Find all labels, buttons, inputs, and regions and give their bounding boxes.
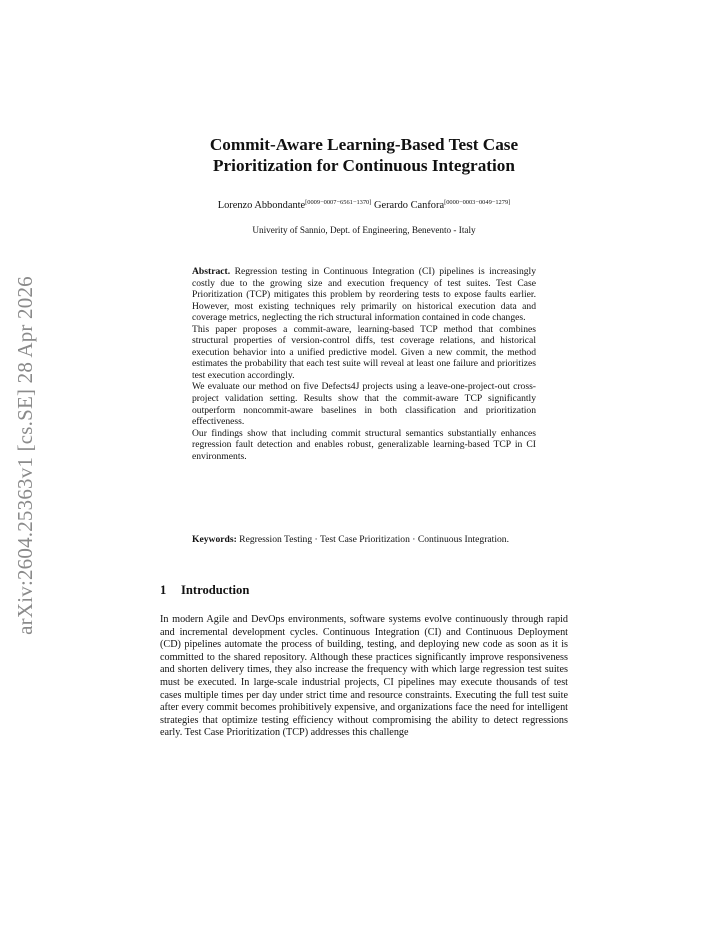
arxiv-identifier <box>5 260 45 650</box>
section-number: 1 <box>160 583 167 597</box>
paper-title-line-1: Commit-Aware Learning-Based Test Case <box>209 135 519 154</box>
author-orcid: [0000−0003−0049−1279] <box>444 199 511 206</box>
abstract-paragraph: This paper proposes a commit-aware, learning-based TCP method that combines structural properties of version-control diffs, test coverage relations, and historical execution behavior into a unified predictive model. Given a new commit, the method estimates the probability that each test suite will reveal at least one failure and prioritizes test execution accordingly. <box>192 323 536 381</box>
author-orcid: [0009−0007−6561−1370] <box>305 199 372 206</box>
body-paragraph: In modern Agile and DevOps environments, software systems evolve continuously through rapid and incremental development cycles. Continuous Integration (CI) and Continuous Deployment (CD) pipelines automate the process of building, testing, and deploying new code as soon as it is committed to the shared repository. Although these practices significantly improve responsiveness and shorten delivery times, they also increase the frequency with which large regression test suites must be executed. In large-scale industrial projects, CI pipelines may execute thousands of test cases multiple times per day under strict time and resource constraints. Executing the full test suite after every commit becomes prohibitively expensive, and organizations face the need for intelligent strategies that optimize testing efficiency without compromising the ability to detect regressions early. Test Case Prioritization (TCP) addresses this challenge <box>160 614 568 739</box>
abstract-paragraph: Our findings show that including commit structural semantics substantially enhances regression fault detection and enables robust, generalizable learning-based TCP in CI environments. <box>192 427 536 462</box>
arxiv-identifier-text: arXiv:2604.25363v1 [cs.SE] 28 Apr 2026 <box>12 275 37 635</box>
paper-title <box>160 134 568 176</box>
section-title: Introduction <box>181 583 250 597</box>
keywords-text: Regression Testing · Test Case Prioritization · Continuous Integration. <box>239 534 509 545</box>
abstract-paragraph-text: Regression testing in Continuous Integration (CI) pipelines is increasingly costly due to the growing size and execution frequency of test suites. Test Case Prioritization (TCP) mitigates this problem by reordering tests to expose faults earlier. However, most existing techniques rely primarily on historical execution data and coverage metrics, neglecting the rich structural information contained in code changes. <box>192 266 537 324</box>
author-list <box>160 199 568 211</box>
section-heading <box>160 583 568 598</box>
abstract-paragraph <box>192 266 536 324</box>
paper-title-line-2: Prioritization for Continuous Integration <box>213 156 515 175</box>
affiliation: Univerity of Sannio, Dept. of Engineering, Benevento - Italy <box>252 225 476 235</box>
introduction-body <box>160 614 568 740</box>
author-name: Lorenzo Abbondante <box>217 200 306 211</box>
author-name: Gerardo Canfora <box>373 200 445 211</box>
abstract-label: Abstract. <box>192 266 231 277</box>
abstract <box>192 266 536 462</box>
abstract-paragraph: We evaluate our method on five Defects4J projects using a leave-one-project-out cross-project validation setting. Results show that the commit-aware TCP significantly outperform noncommit-aware baselines in both classification and prioritization effectiveness. <box>192 381 536 428</box>
keywords-label: Keywords: <box>192 534 237 545</box>
keywords <box>192 534 536 546</box>
